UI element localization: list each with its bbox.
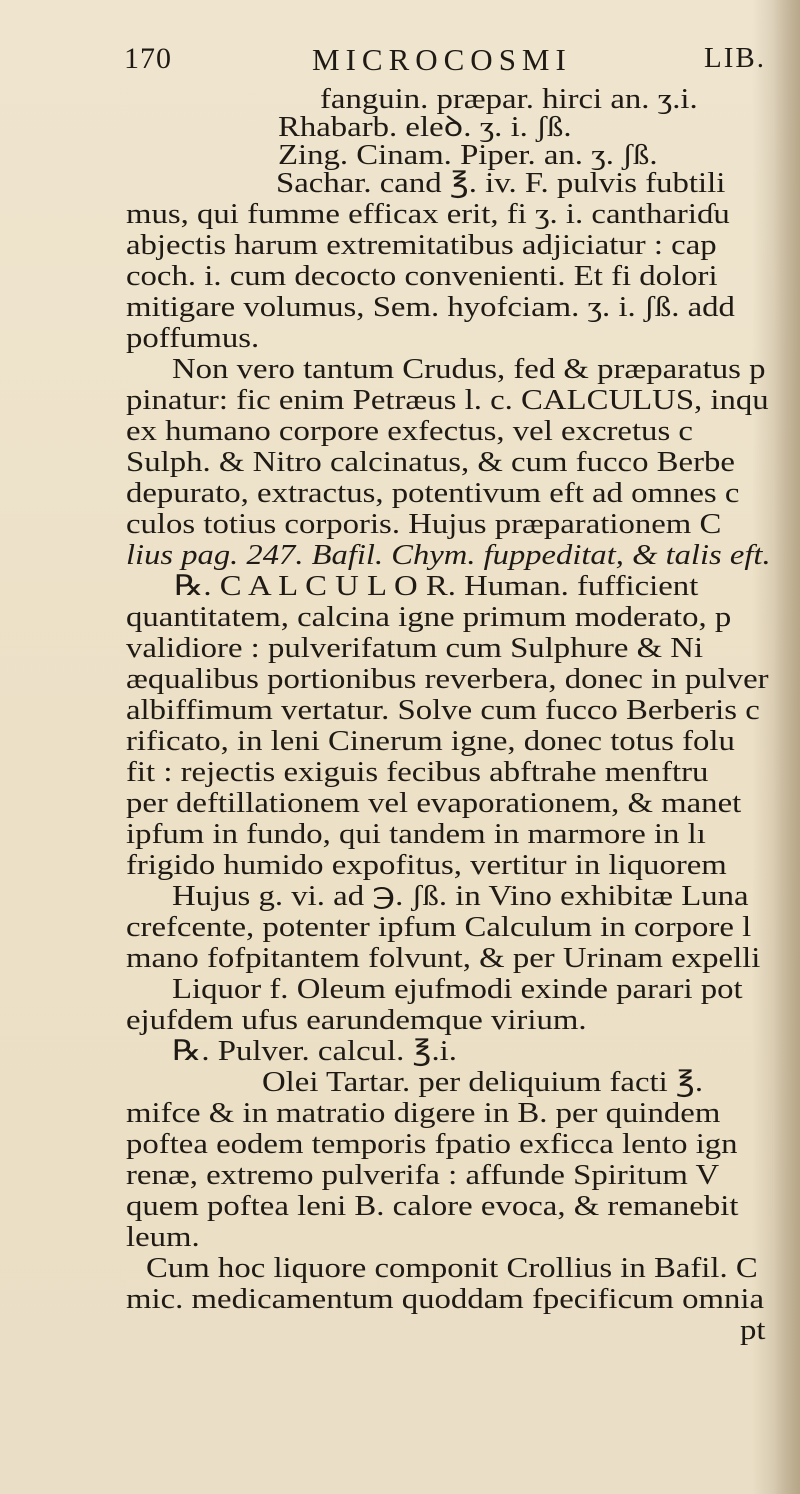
text-line: fanguin. præpar. hirci an. ʒ.i. [320, 84, 698, 115]
text-line: abjectis harum extremitatibus adjiciatur : cap [126, 230, 717, 261]
text-line: Hujus g. vi. ad ℈. ʃß. in Vino exhibitæ Luna [172, 881, 749, 912]
text-line: crefcente, potenter ipfum Calculum in corpore l [126, 912, 752, 943]
text-line: mus, qui fumme efficax erit, fi ʒ. i. canthariɗu [126, 199, 730, 230]
text-line: mano fofpitantem folvunt, & per Urinam expelli [126, 943, 761, 974]
text-line: validiore : pulverifatum cum Sulphure & Ni [126, 633, 704, 664]
page-number: 170 [124, 42, 172, 75]
book-label: LIB. [704, 42, 766, 74]
text-line: Sulph. & Nitro calcinatus, & cum fucco Berbe [126, 447, 735, 478]
text-line: culos totius corporis. Hujus præparationem C [126, 509, 722, 540]
text-line: Rhabarb. eleꝺ. ʒ. i. ʃß. [278, 112, 572, 143]
running-header [124, 42, 774, 82]
text-line: poffumus. [126, 323, 260, 354]
text-line: Non vero tantum Crudus, fed & præparatus p [172, 354, 766, 385]
text-line: Cum hoc liquore componit Crollius in Bafil. C [146, 1253, 758, 1284]
text-line: Sachar. cand ℥. iv. F. pulvis fubtili [276, 168, 726, 199]
text-line: Olei Tartar. per deliquium facti ℥. [262, 1067, 704, 1098]
text-line: renæ, extremo pulverifa : affunde Spiritum V [126, 1160, 720, 1191]
text-line: Liquor f. Oleum ejufmodi exinde parari pot [172, 974, 743, 1005]
text-line: ℞. Pulver. calcul. ℥.i. [172, 1036, 457, 1067]
text-line: fit : rejectis exiguis fecibus abftrahe menftru [126, 757, 709, 788]
text-line: frigido humido expofitus, vertitur in liquorem [126, 850, 727, 881]
text-line: lius pag. 247. Bafil. Chym. fuppeditat, & talis eft. [126, 540, 771, 571]
text-line: ipfum in fundo, qui tandem in marmore in lı [126, 819, 706, 850]
text-line: ex humano corpore exfectus, vel excretus c [126, 416, 693, 447]
text-line: ℞. C A L C U L O R. Human. fufficient [174, 571, 699, 602]
text-line: leum. [126, 1222, 200, 1253]
text-line: quem poftea leni B. calore evoca, & remanebit [126, 1191, 739, 1222]
text-line: poftea eodem temporis fpatio exficca lento ign [126, 1129, 738, 1160]
text-line: pt [740, 1315, 766, 1346]
page-gutter-shadow [774, 0, 800, 1494]
running-title: MICROCOSMI [312, 42, 572, 77]
text-line: coch. i. cum decocto convenienti. Et fi dolori [126, 261, 718, 292]
text-line: ejufdem ufus earundemque virium. [126, 1005, 587, 1036]
text-line: mifce & in matratio digere in B. per quindem [126, 1098, 721, 1129]
text-line: pinatur: fic enim Petræus l. c. CALCULUS, inqu [126, 385, 769, 416]
text-line: depurato, extractus, potentivum eft ad omnes c [126, 478, 740, 509]
text-line: quantitatem, calcina igne primum moderato, p [126, 602, 732, 633]
text-line: mitigare volumus, Sem. hyofciam. ʒ. i. ʃß. add [126, 292, 735, 323]
text-line: Zing. Cinam. Piper. an. ʒ. ʃß. [278, 140, 658, 171]
text-line: mic. medicamentum quoddam fpecificum omnia [126, 1284, 765, 1315]
text-line: albiffimum vertatur. Solve cum fucco Berberis c [126, 695, 760, 726]
text-line: æqualibus portionibus reverbera, donec in pulver [126, 664, 769, 695]
text-line: rificato, in leni Cinerum igne, donec totus folu [126, 726, 735, 757]
text-line: per deftillationem vel evaporationem, & manet [126, 788, 742, 819]
